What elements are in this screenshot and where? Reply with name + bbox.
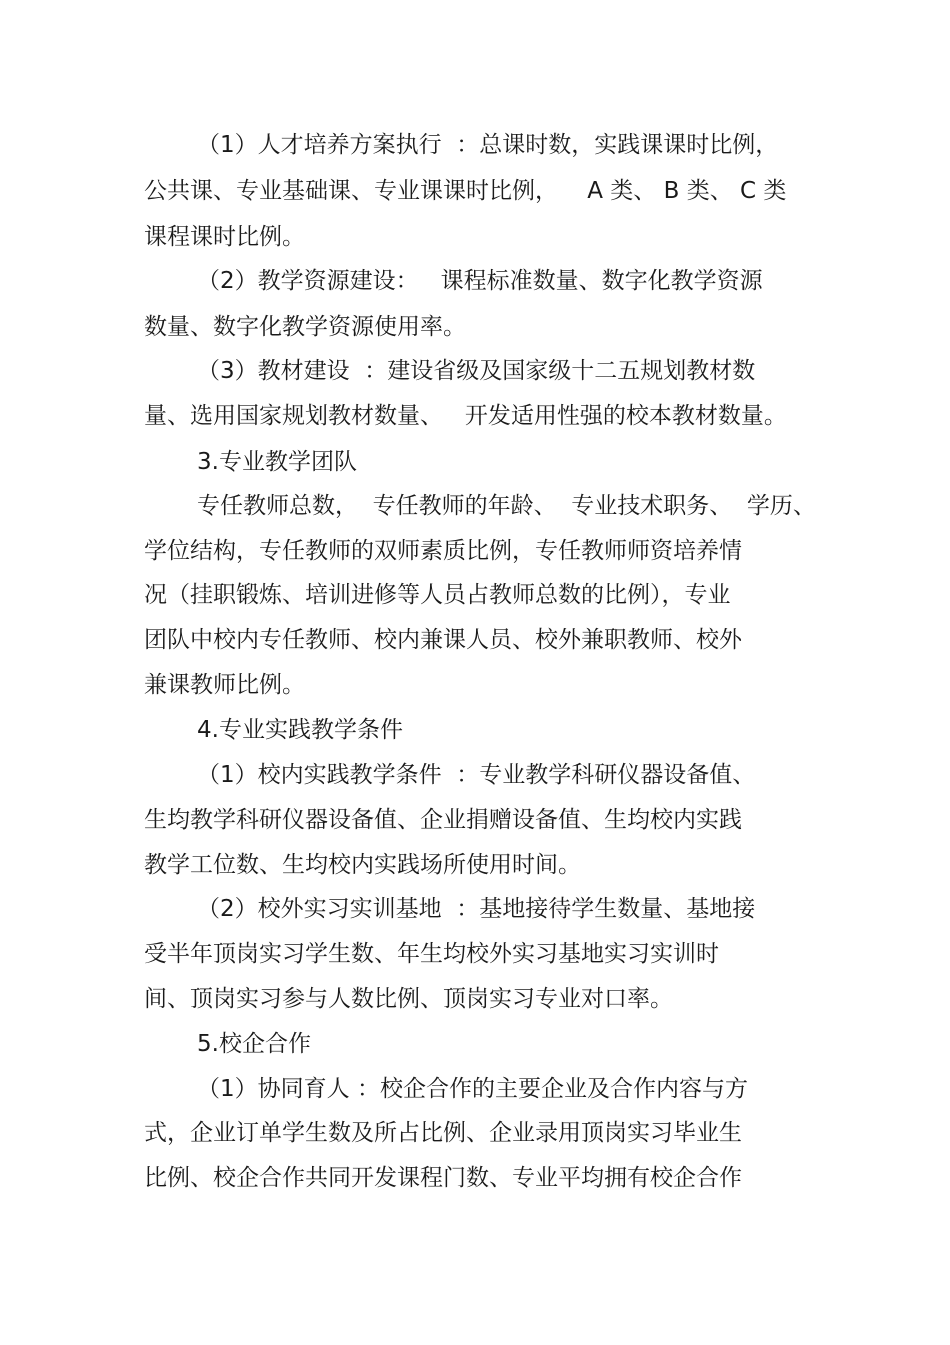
paragraph-4-line-3: 况（挂职锻炼、培训进修等人员占教师总数的比例），专业 — [144, 582, 731, 608]
paragraph-4-line-2: 学位结构，专任教师的双师素质比例，专任教师师资培养情 — [144, 538, 742, 564]
paragraph-2-line-1: （2）教学资源建设： 课程标准数量、数字化教学资源 — [197, 268, 763, 294]
paragraph-7-line-3: 比例、校企合作共同开发课程门数、专业平均拥有校企合作 — [144, 1165, 742, 1191]
paragraph-5-line-1: （1）校内实践教学条件 ：专业教学科研仪器设备值、 — [197, 762, 756, 788]
paragraph-6-line-2: 受半年顶岗实习学生数、年生均校外实习基地实习实训时 — [144, 941, 719, 967]
paragraph-5-line-2: 生均教学科研仪器设备值、企业捐赠设备值、生均校内实践 — [144, 807, 742, 833]
paragraph-6-line-3: 间、顶岗实习参与人数比例、顶岗实习专业对口率。 — [144, 986, 673, 1012]
paragraph-4-line-1: 专任教师总数， 专任教师的年龄、 专业技术职务、 学历、 — [197, 493, 816, 519]
paragraph-1-line-3: 课程课时比例。 — [144, 224, 305, 250]
paragraph-1-line-1: （1）人才培养方案执行 ：总课时数，实践课课时比例， — [197, 132, 779, 158]
paragraph-3-line-2: 量、选用国家规划教材数量、 开发适用性强的校本教材数量。 — [144, 403, 787, 429]
paragraph-4-line-5: 兼课教师比例。 — [144, 672, 305, 698]
paragraph-3-line-1: （3）教材建设 ：建设省级及国家级十二五规划教材数 — [197, 358, 756, 384]
paragraph-1-line-2: 公共课、专业基础课、专业课课时比例， A 类、 B 类、 C 类 — [144, 178, 787, 204]
paragraph-7-line-2: 式，企业订单学生数及所占比例、企业录用顶岗实习毕业生 — [144, 1120, 742, 1146]
section-heading-5: 5.校企合作 — [197, 1031, 311, 1057]
paragraph-6-line-1: （2）校外实习实训基地 ：基地接待学生数量、基地接 — [197, 896, 756, 922]
paragraph-5-line-3: 教学工位数、生均校内实践场所使用时间。 — [144, 852, 581, 878]
paragraph-7-line-1: （1）协同育人 ：校企合作的主要企业及合作内容与方 — [197, 1076, 748, 1102]
paragraph-2-line-2: 数量、数字化教学资源使用率。 — [144, 314, 466, 340]
section-heading-4: 4.专业实践教学条件 — [197, 717, 403, 743]
paragraph-4-line-4: 团队中校内专任教师、校内兼课人员、校外兼职教师、校外 — [144, 627, 742, 653]
section-heading-3: 3.专业教学团队 — [197, 449, 357, 475]
